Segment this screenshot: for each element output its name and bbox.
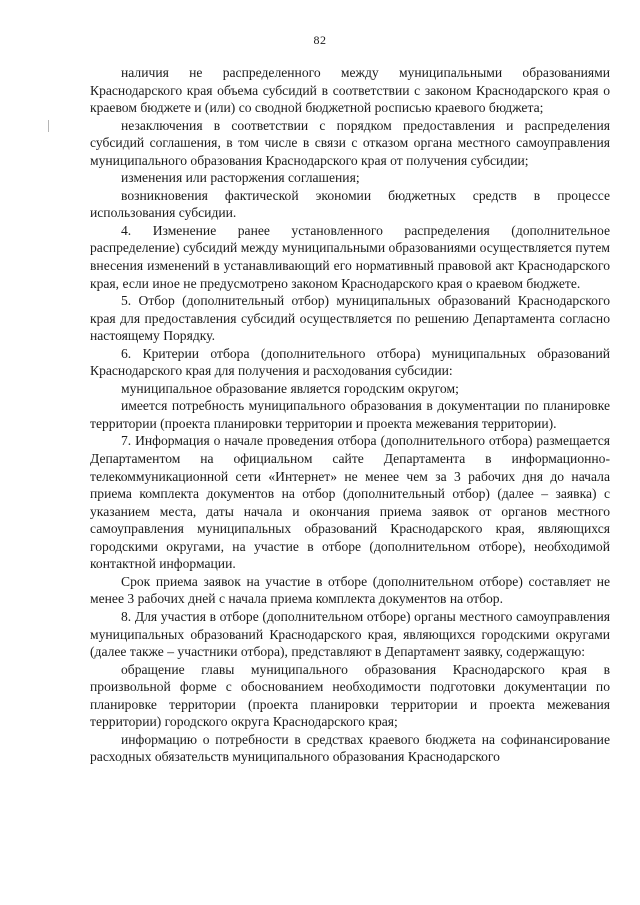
paragraph: Срок приема заявок на участие в отборе (дополнительном отборе) составляет не менее 3 рабочих дней с начала приема комплекта документов на отбор.: [90, 573, 610, 607]
paragraph: информацию о потребности в средствах краевого бюджета на софинансирование расходных обязательств муниципального образования Краснодарского: [90, 731, 610, 765]
margin-mark: [48, 120, 49, 132]
paragraph: обращение главы муниципального образования Краснодарского края в произвольной форме с обоснованием необходимости подготовки документации по планировке территории (проекта планировки территории и проекта межевания территории) городского округа Краснодарского края;: [90, 661, 610, 730]
paragraph: 5. Отбор (дополнительный отбор) муниципальных образований Краснодарского края для предоставления субсидий осуществляется по решению Департамента согласно настоящему Порядку.: [90, 293, 610, 344]
page-number: 82: [313, 33, 327, 47]
paragraph: наличия не распределенного между муниципальными образованиями Краснодарского края объема субсидий в соответствии с законом Краснодарского края о краевом бюджете и (или) со сводной бюджетной росписью краевого бюджета;: [90, 65, 610, 116]
paragraph: имеется потребность муниципального образования в документации по планировке территории (проекта планировки территории и проекта межевания территории).: [90, 398, 610, 431]
paragraph: 6. Критерии отбора (дополнительного отбора) муниципальных образований Краснодарского края для получения и расходования субсидии:: [90, 345, 610, 379]
paragraph: муниципальное образование является городским округом;: [121, 380, 459, 396]
paragraph: 7. Информация о начале проведения отбора (дополнительного отбора) размещается Департаментом на официальном сайте Департамента в информационно-телекоммуникационной сети «Интернет» не менее чем за 3 рабочих дня до начала приема комплекта документов на отбор (дополнительный отбор) (далее – заявка) с указанием места, даты начала и окончания приема заявок от органов местного самоуправления муниципальных образований Краснодарского края, являющихся городскими округами, на участие в отборе (дополнительном отборе), необходимой контактной информации.: [90, 433, 610, 572]
paragraph: незаключения в соответствии с порядком предоставления и распределения субсидий соглашения, в том числе в связи с отказом органа местного самоуправления муниципального образования Краснодарского края от получения субсидии;: [90, 117, 610, 168]
paragraph: возникновения фактической экономии бюджетных средств в процессе использования субсидии.: [90, 187, 610, 221]
paragraph: 8. Для участия в отборе (дополнительном отборе) органы местного самоуправления муниципальных образований Краснодарского края, являющихся городскими округами (далее также – участники отбора), представляют в Департамент заявку, содержащую:: [90, 608, 610, 660]
paragraph: изменения или расторжения соглашения;: [121, 170, 360, 186]
document-body: [90, 64, 610, 766]
paragraph: 4. Изменение ранее установленного распределения (дополнительное распределение) субсидий между муниципальными образованиями осуществляется путем внесения изменений в устанавливающий его нормативный правовой акт Краснодарского края, если иное не предусмотрено законом Краснодарского края о краевом бюджете.: [90, 222, 610, 291]
